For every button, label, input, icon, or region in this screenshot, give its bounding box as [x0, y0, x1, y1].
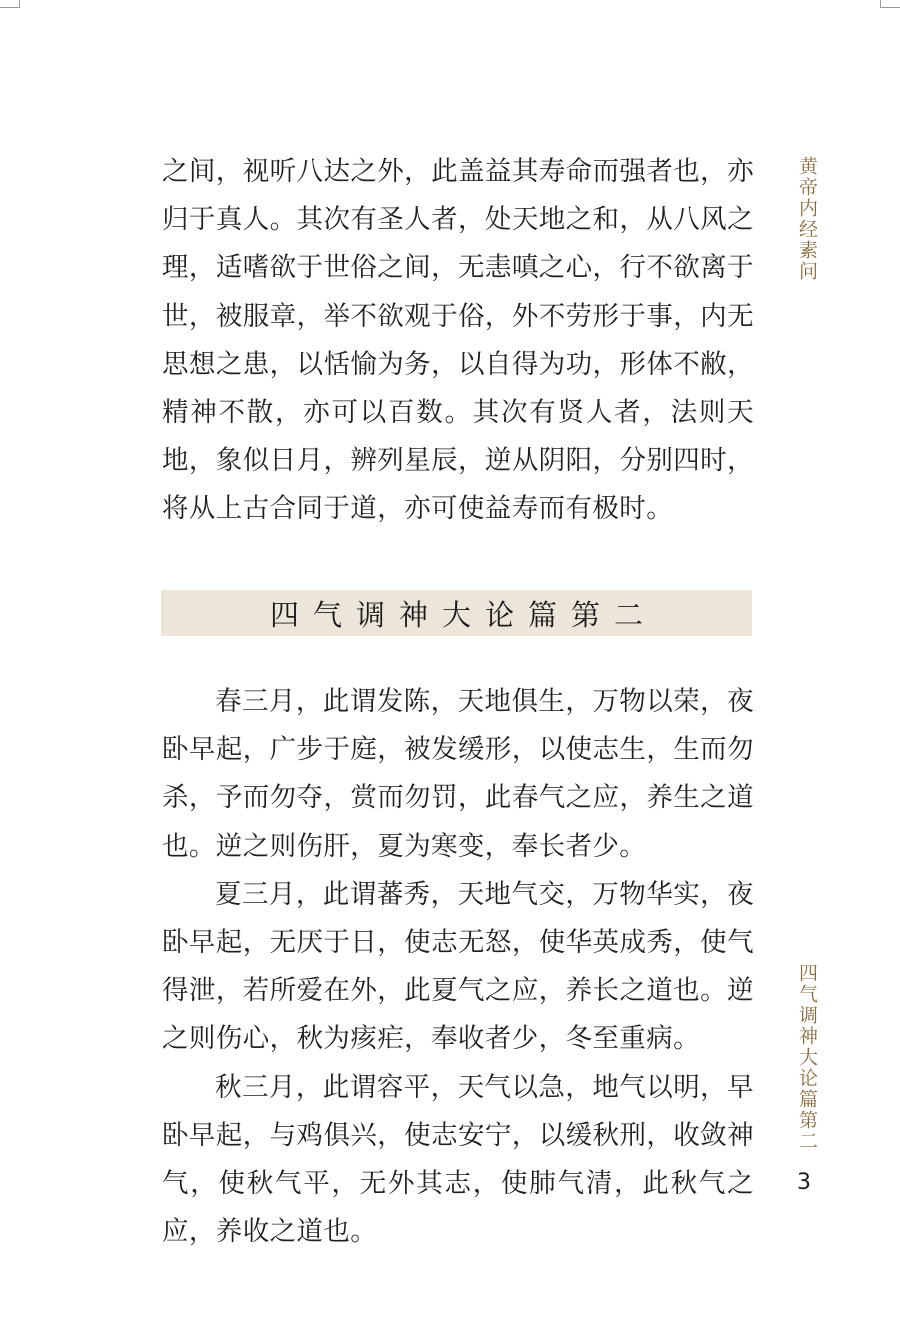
continued-paragraph: 之间，视听八达之外，此盖益其寿命而强者也，亦归于真人。其次有圣人者，处天地之和，从八风之理，适嗜欲于世俗之间，无恚嗔之心，行不欲离于世，被服章，举不欲观于俗，外不劳形于事，内无思想之患，以恬愉为务，以自得为功，形体不敝，精神不散，亦可以百数。其次有贤人者，法则天地，象似日月，辨列星辰，逆从阴阳，分别四时，将从上古合同于道，亦可使益寿而有极时。	[162, 156, 754, 525]
chapter-heading-banner	[161, 590, 752, 636]
crop-mark-top-left-vertical	[19, 0, 20, 8]
paragraph-spring: 春三月，此谓发陈，天地俱生，万物以荣，夜卧早起，广步于庭，被发缓形，以使志生，生而勿杀，予而勿夺，赏而勿罚，此春气之应，养生之道也。逆之则伤肝，夏为寒变，奉长者少。	[162, 686, 754, 862]
running-head-book-title: 黄帝内经素问	[796, 156, 818, 282]
paragraph-autumn: 秋三月，此谓容平，天气以急，地气以明，早卧早起，与鸡俱兴，使志安宁，以缓秋刑，收敛神气，使秋气平，无外其志，使肺气清，此秋气之应，养收之道也。	[162, 1071, 754, 1248]
chapter-text-block	[162, 678, 754, 1256]
paragraph-summer: 夏三月，此谓蕃秀，天地气交，万物华实，夜卧早起，无厌于日，使志无怒，使华英成秀，使气得泄，若所爱在外，此夏气之应，养长之道也。逆之则伤心，秋为痎疟，奉收者少，冬至重病。	[162, 878, 754, 1055]
crop-mark-top-left	[0, 7, 19, 8]
crop-mark-top-right	[881, 7, 900, 8]
running-head-chapter-title: 四气调神大论篇第二	[796, 963, 818, 1152]
chapter-heading: 四气调神大论篇第二	[269, 597, 657, 632]
crop-mark-top-right-vertical	[880, 0, 881, 8]
page-number: 3	[797, 1170, 811, 1195]
continued-text-block	[162, 148, 754, 534]
